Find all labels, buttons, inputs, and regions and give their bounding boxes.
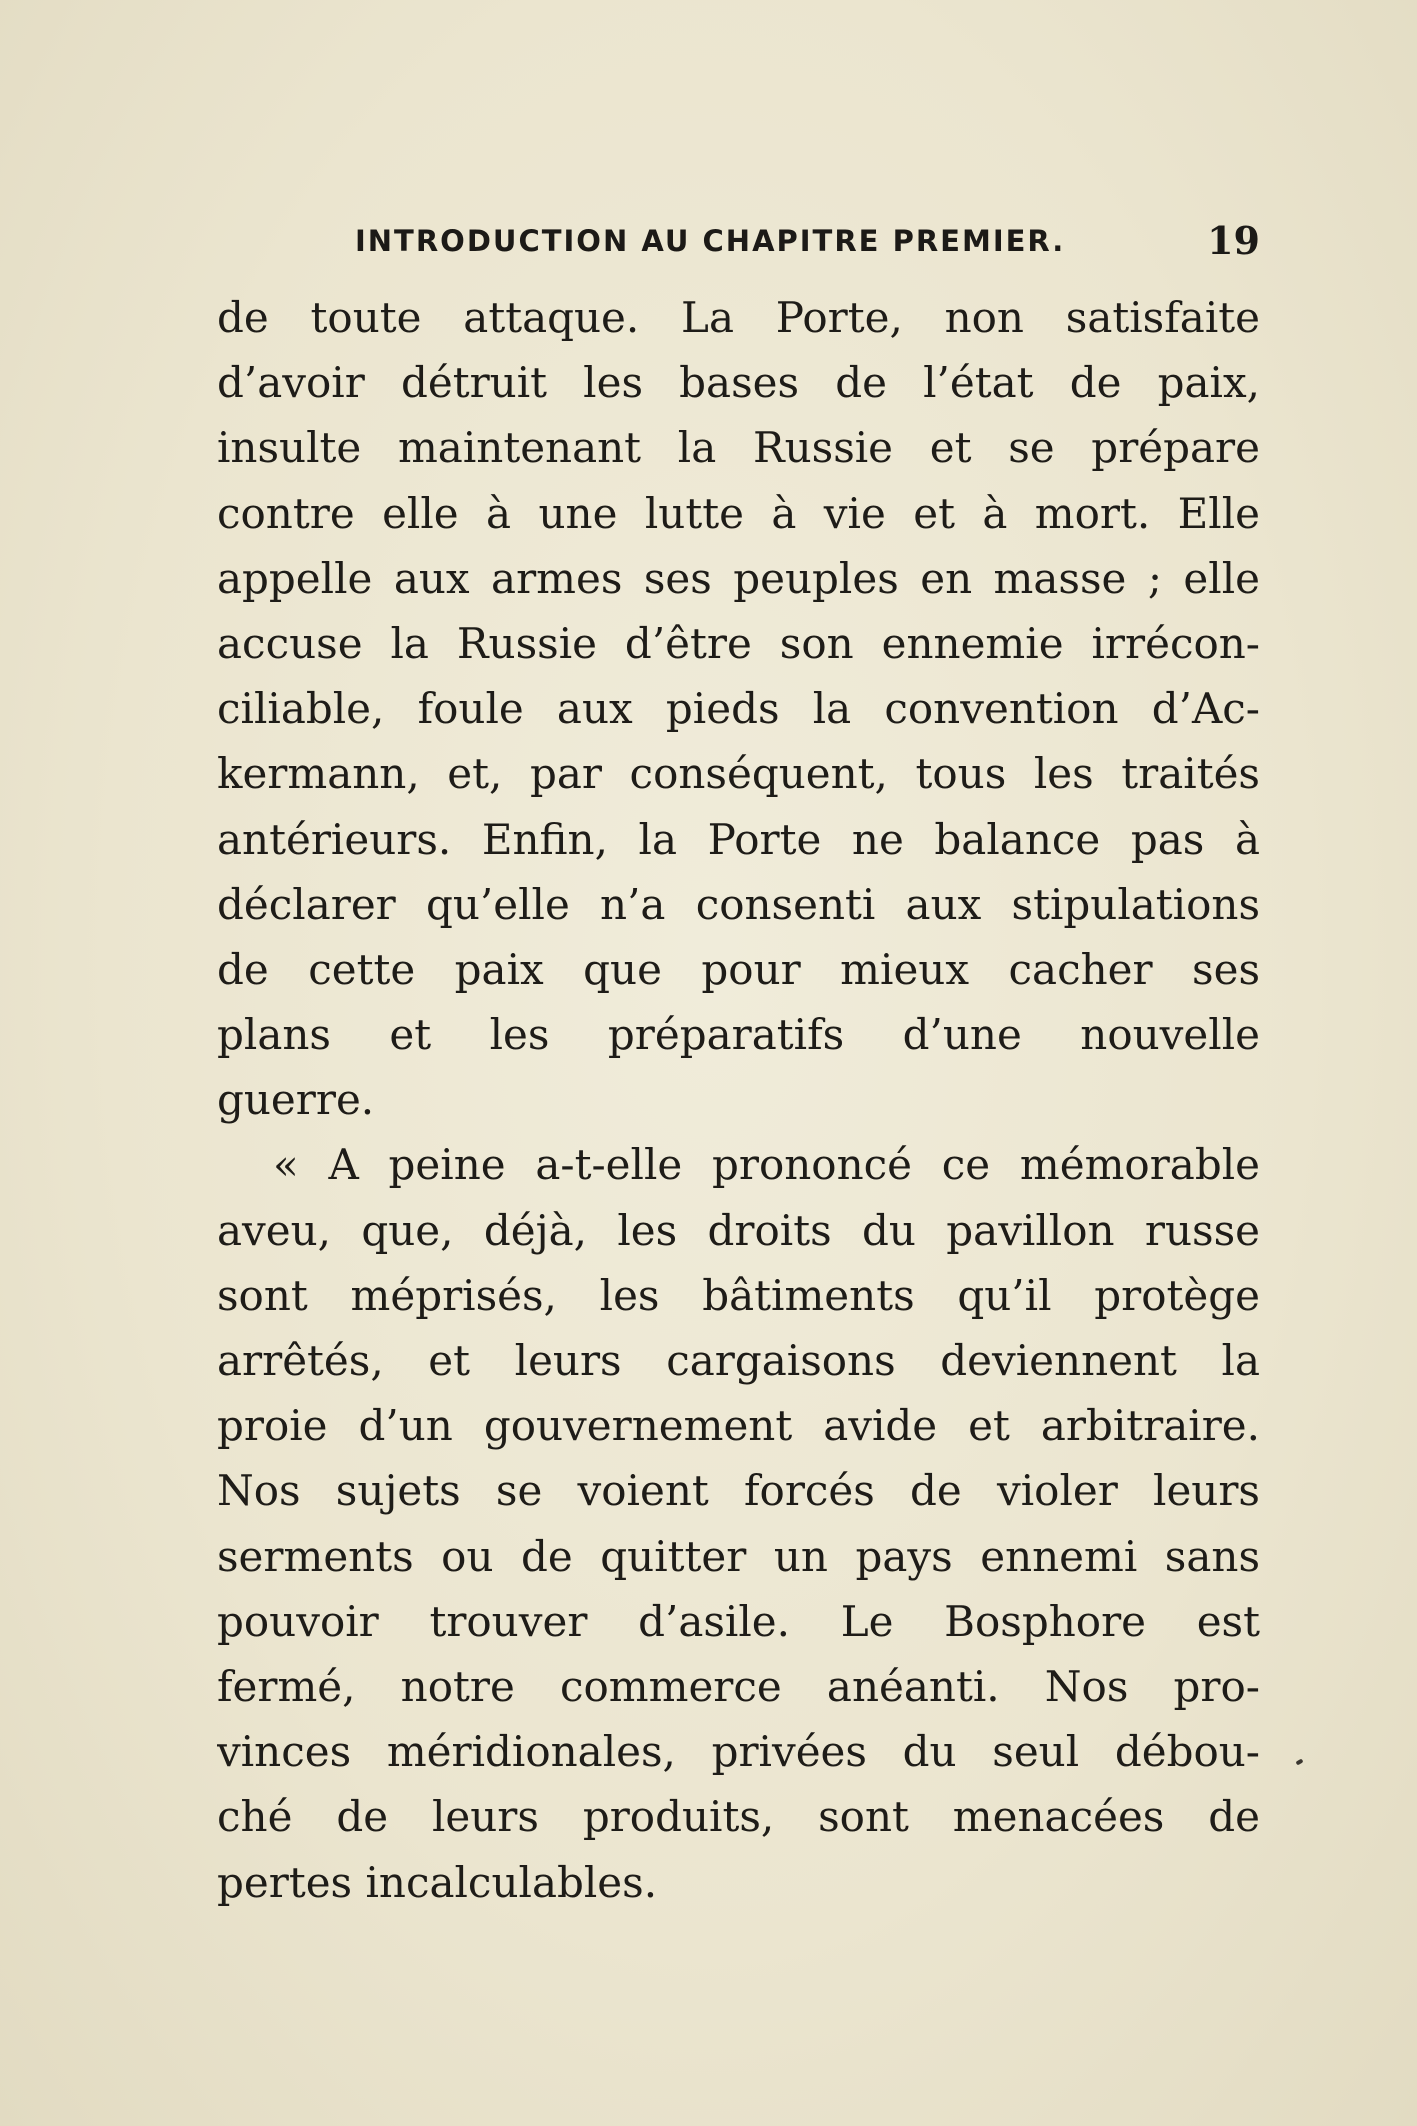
text-line: Nos sujets se voient forcés de violer leurs <box>217 1466 1260 1516</box>
text-line: déclarer qu’elle n’a consenti aux stipulations <box>217 879 1260 929</box>
text-line: « A peine a-t-elle prononcé ce mémorable <box>273 1140 1260 1190</box>
running-head <box>215 212 1260 272</box>
text-line: appelle aux armes ses peuples en masse ; elle <box>217 553 1260 603</box>
text-line: contre elle à une lutte à vie et à mort. Elle <box>217 488 1260 538</box>
text-line: kermann, et, par conséquent, tous les traités <box>217 749 1260 799</box>
text-line: arrêtés, et leurs cargaisons deviennent la <box>217 1336 1260 1385</box>
text-line: pertes incalculables. <box>217 1857 658 1907</box>
text-line: d’avoir détruit les bases de l’état de paix, <box>217 358 1260 408</box>
text-line: serments ou de quitter un pays ennemi sans <box>217 1531 1260 1581</box>
text-line: sont méprisés, les bâtiments qu’il protège <box>217 1270 1260 1320</box>
text-line: antérieurs. Enfin, la Porte ne balance pas à <box>217 814 1260 864</box>
text-line: guerre. <box>217 1075 375 1125</box>
ink-speck <box>1295 1759 1303 1766</box>
text-line: vinces méridionales, privées du seul débou- <box>217 1727 1260 1777</box>
paragraph-2 <box>217 1132 1260 1914</box>
text-line: accuse la Russie d’être son ennemie irrécon- <box>217 618 1260 668</box>
text-line: de cette paix que pour mieux cacher ses <box>217 944 1260 994</box>
text-line: aveu, que, déjà, les droits du pavillon russe <box>217 1205 1260 1255</box>
body-text <box>217 285 1260 1915</box>
text-line: plans et les préparatifs d’une nouvelle <box>217 1010 1260 1060</box>
text-line: insulte maintenant la Russie et se prépare <box>217 423 1260 473</box>
text-line: ché de leurs produits, sont menacées de <box>217 1792 1260 1842</box>
text-line: ciliable, foule aux pieds la convention d’Ac- <box>217 684 1260 734</box>
text-line: fermé, notre commerce anéanti. Nos pro- <box>217 1661 1260 1711</box>
text-line: pouvoir trouver d’asile. Le Bosphore est <box>217 1596 1260 1646</box>
page-number: 19 <box>1207 218 1260 263</box>
paragraph-1 <box>217 285 1260 1132</box>
running-title: INTRODUCTION AU CHAPITRE PREMIER. <box>355 224 1066 258</box>
text-line: proie d’un gouvernement avide et arbitraire. <box>217 1401 1260 1451</box>
text-line: de toute attaque. La Porte, non satisfaite <box>217 293 1260 342</box>
